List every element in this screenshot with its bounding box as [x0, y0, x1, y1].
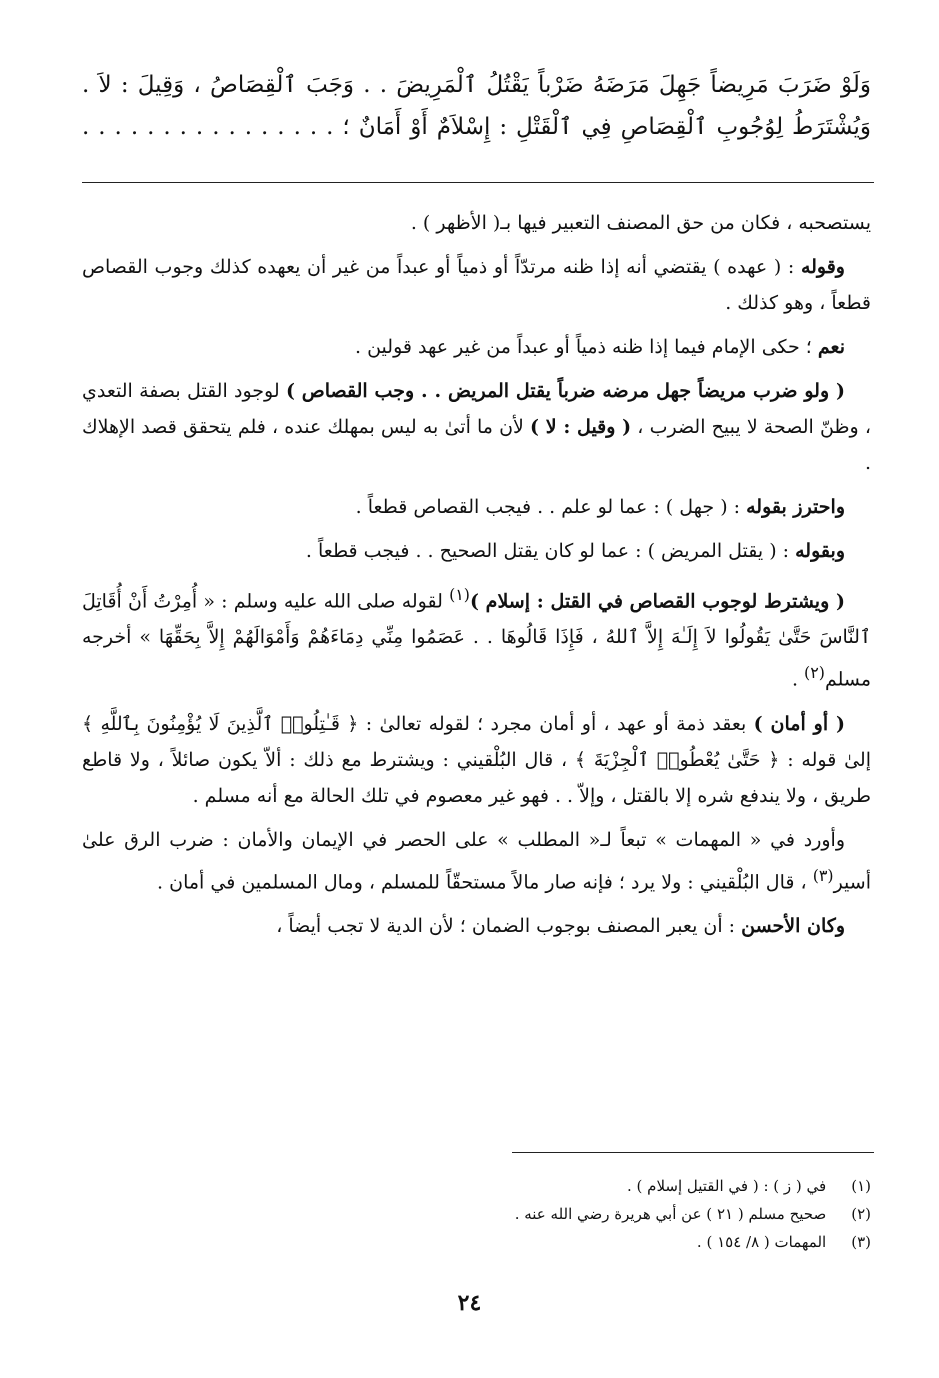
footnote-text: المهمات ( ٨/ ١٥٤ ) .	[696, 1233, 827, 1251]
paragraph	[82, 577, 871, 698]
footnote-ref[interactable]: (٢)	[804, 663, 825, 683]
paragraph	[82, 249, 871, 321]
paragraph-lead: وقوله	[800, 256, 845, 278]
footnote-separator-rule	[512, 1152, 874, 1153]
paragraph-lead: وكان الأحسن	[741, 914, 845, 937]
footnote-ref[interactable]: (١)	[449, 585, 470, 604]
paragraph-text: بعقد ذمة أو عهد ، أو أمان مجرد ؛ لقوله تعالىٰ : ﴿ قَـٰتِلُوا۟ ٱلَّذِينَ لَا يُؤْمِنُونَ بِٱللَّهِ ﴾ إلىٰ قوله : ﴿ حَتَّىٰ يُعْطُوا۟ ٱلْجِزْيَةَ ﴾ ، قال البُلْقيني : ويشترط مع ذلك : ألاّ يكون صائلاً ، ولا قاطع طريق ، ولا يندفع شره إلا بالقتل ، وإلاّ . . فهو غير معصوم في تلك الحالة مع أنه مسلم .	[82, 712, 871, 807]
matn-line: وَلَوْ ضَرَبَ مَرِيضاً جَهِلَ مَرَضَهُ ضَرْباً يَقْتُلُ ٱلْمَرِيضَ . . وَجَبَ ٱلْقِصَاصُ ، وَقِيلَ : لاَ .	[82, 72, 871, 98]
footnote-number: (٢)	[851, 1205, 871, 1223]
footnotes	[200, 1172, 871, 1256]
paragraph	[82, 329, 871, 365]
paragraph	[82, 533, 871, 569]
paragraph-lead: وبقوله	[795, 540, 845, 562]
paragraph-text: لوجود القتل بصفة التعدي ، وظنّ الصحة لا يبيح الضرب ،	[82, 380, 871, 438]
paragraph	[82, 908, 871, 944]
paragraph	[82, 822, 871, 900]
footnote-text: صحيح مسلم ( ٢١ ) عن أبي هريرة رضي الله عنه .	[514, 1205, 827, 1223]
quoted-matn: ( ويشترط لوجوب القصاص في القتل : إسلام )	[469, 590, 845, 613]
matn-separator-rule	[82, 182, 874, 183]
paragraph-text: : أن يعبر المصنف بوجوب الضمان ؛ لأن الدية لا تجب أيضاً ،	[276, 914, 742, 937]
footnote-number: (٣)	[851, 1233, 871, 1251]
quoted-matn: ( أو أمان )	[753, 712, 845, 735]
paragraph-lead: واحترز بقوله	[746, 496, 845, 518]
commentary-text	[82, 205, 871, 952]
paragraph-text: ؛ حكى الإمام فيما إذا ظنه ذمياً أو عبداً من غير عهد قولين .	[355, 336, 818, 358]
paragraph	[82, 373, 871, 481]
matn-line-text: وَيُشْتَرَطُ لِوُجُوبِ ٱلْقِصَاصِ فِي ٱلْقَتْلِ : إِسْلاَمٌ أَوْ أَمَانٌ ؛	[342, 114, 871, 140]
matn-dots: . . . . . . . . . . . . . . . .	[82, 114, 334, 140]
paragraph-text: يستصحبه ، فكان من حق المصنف التعبير فيها بـ( الأظهر ) .	[410, 212, 871, 234]
paragraph-text: .	[791, 668, 805, 691]
footnote	[200, 1200, 871, 1228]
matn-line	[82, 106, 871, 148]
paragraph	[82, 489, 871, 525]
matn-text	[82, 64, 871, 148]
footnote-text: في ( ز ) : ( في القتيل إسلام ) .	[627, 1177, 827, 1195]
footnote-number: (١)	[851, 1177, 871, 1195]
paragraph	[82, 706, 871, 814]
footnote	[200, 1228, 871, 1256]
footnote	[200, 1172, 871, 1200]
paragraph-text: : ( يقتل المريض ) : عما لو كان يقتل الصحيح . . فيجب قطعاً .	[305, 540, 796, 562]
paragraph-text: : ( جهل ) : عما لو علم . . فيجب القصاص قطعاً .	[355, 496, 747, 518]
quoted-matn: ( ولو ضرب مريضاً جهل مرضه ضرباً يقتل المريض . . وجب القصاص )	[285, 380, 845, 402]
paragraph-text: ، قال البُلْقيني : ولا يرد ؛ فإنه صار مالاً مستحقّاً للمسلم ، ومال المسلمين في أمان .	[157, 870, 813, 893]
quoted-matn: ( وقيل : لا )	[530, 416, 632, 438]
paragraph	[82, 205, 871, 241]
footnote-ref[interactable]: (٣)	[812, 865, 834, 885]
paragraph-text: وأورد في « المهمات » تبعاً لـ« المطلب » على الحصر في الإيمان والأمان : ضرب الرق علىٰ أسير	[82, 828, 871, 893]
page-number: ٢٤	[457, 1290, 482, 1316]
paragraph-text: لقوله صلى الله عليه وسلم : « أُمِرْتُ أَنْ أُقَاتِلَ ٱلنَّاسَ حَتَّىٰ يَقُولُوا لاَ إِلَـٰهَ إِلاَّ ٱللهُ ، فَإِذَا قَالُوهَا . . عَصَمُوا مِنِّي دِمَاءَهُمْ وَأَمْوَالَهُمْ إِلاَّ بِحَقِّهَا » أخرجه مسلم	[82, 590, 871, 691]
paragraph-lead: نعم	[817, 336, 845, 358]
paragraph-text: : ( عهده ) يقتضي أنه إذا ظنه مرتدّاً أو ذمياً أو عبداً من غير أن يعهده كذلك وجوب القصاص قطعاً ، وهو كذلك .	[82, 256, 871, 314]
paragraph-text: لأن ما أتىٰ به ليس بمهلك عنده ، فلم يتحقق قصد الإهلاك .	[82, 416, 871, 474]
